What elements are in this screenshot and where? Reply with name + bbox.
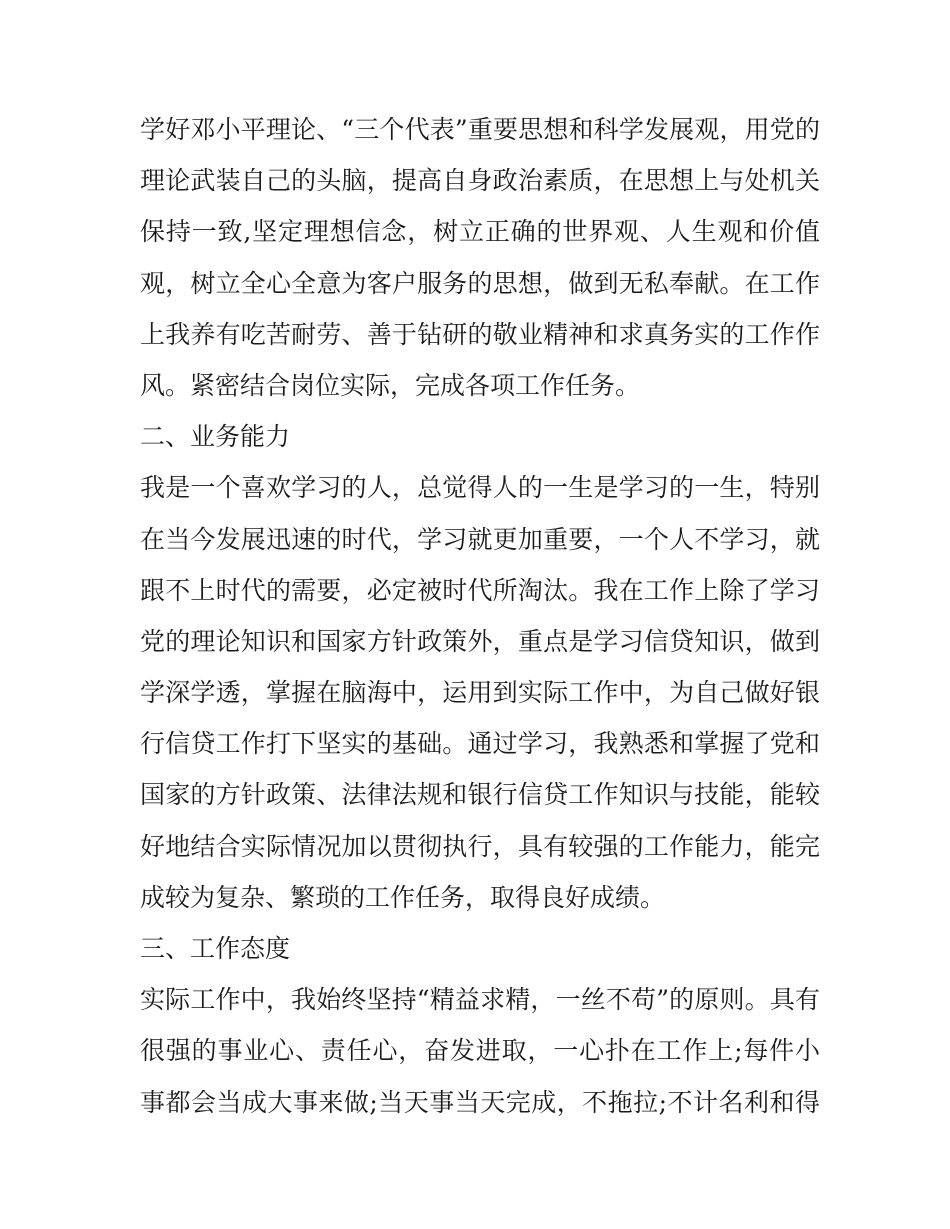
paragraph-line: 好地结合实际情况加以贯彻执行，具有较强的工作能力，能完: [140, 831, 820, 861]
paragraph-line: 我是一个喜欢学习的人，总觉得人的一生是学习的一生，特别: [140, 473, 820, 503]
paragraph-line: 行信贷工作打下坚实的基础。通过学习，我熟悉和掌握了党和: [140, 729, 820, 759]
paragraph-line: 上我养有吃苦耐劳、善于钻研的敬业精神和求真务实的工作作: [140, 319, 820, 349]
paragraph-political-quality: [140, 104, 820, 411]
paragraph-line: 实际工作中，我始终坚持“精益求精，一丝不苟”的原则。具有: [140, 985, 820, 1015]
paragraph-line: 学深学透，掌握在脑海中，运用到实际工作中，为自己做好银: [140, 678, 820, 708]
paragraph-line: 学好邓小平理论、“三个代表”重要思想和科学发展观，用党的: [140, 115, 820, 144]
paragraph-line: 很强的事业心、责任心，奋发进取，一心扑在工作上;每件小: [140, 1036, 820, 1066]
paragraph-line: 跟不上时代的需要，必定被时代所淘汰。我在工作上除了学习: [140, 575, 820, 605]
paragraph-line: 理论武装自己的头脑，提高自身政治素质，在思想上与处机关: [140, 166, 820, 196]
paragraph-line: 成较为复杂、繁琐的工作任务，取得良好成绩。: [140, 882, 666, 912]
section-heading-business-ability: 二、业务能力: [140, 422, 291, 452]
paragraph-business-ability: [140, 462, 820, 923]
paragraph-line: 党的理论知识和国家方针政策外，重点是学习信贷知识，做到: [140, 626, 820, 656]
paragraph-line: 观，树立全心全意为客户服务的思想，做到无私奉献。在工作: [140, 268, 820, 298]
paragraph-line: 事都会当成大事来做;当天事当天完成，不拖拉;不计名利和得: [140, 1087, 820, 1117]
paragraph-line: 在当今发展迅速的时代，学习就更加重要，一个人不学习，就: [140, 524, 820, 554]
paragraph-work-attitude: [140, 974, 820, 1128]
paragraph-line: 保持一致,坚定理想信念，树立正确的世界观、人生观和价值: [140, 217, 820, 247]
paragraph-line: 风。紧密结合岗位实际，完成各项工作任务。: [140, 370, 641, 400]
section-heading-work-attitude: 三、工作态度: [140, 934, 291, 963]
paragraph-line: 国家的方针政策、法律法规和银行信贷工作知识与技能，能较: [140, 780, 820, 810]
document-body: [140, 104, 820, 1128]
